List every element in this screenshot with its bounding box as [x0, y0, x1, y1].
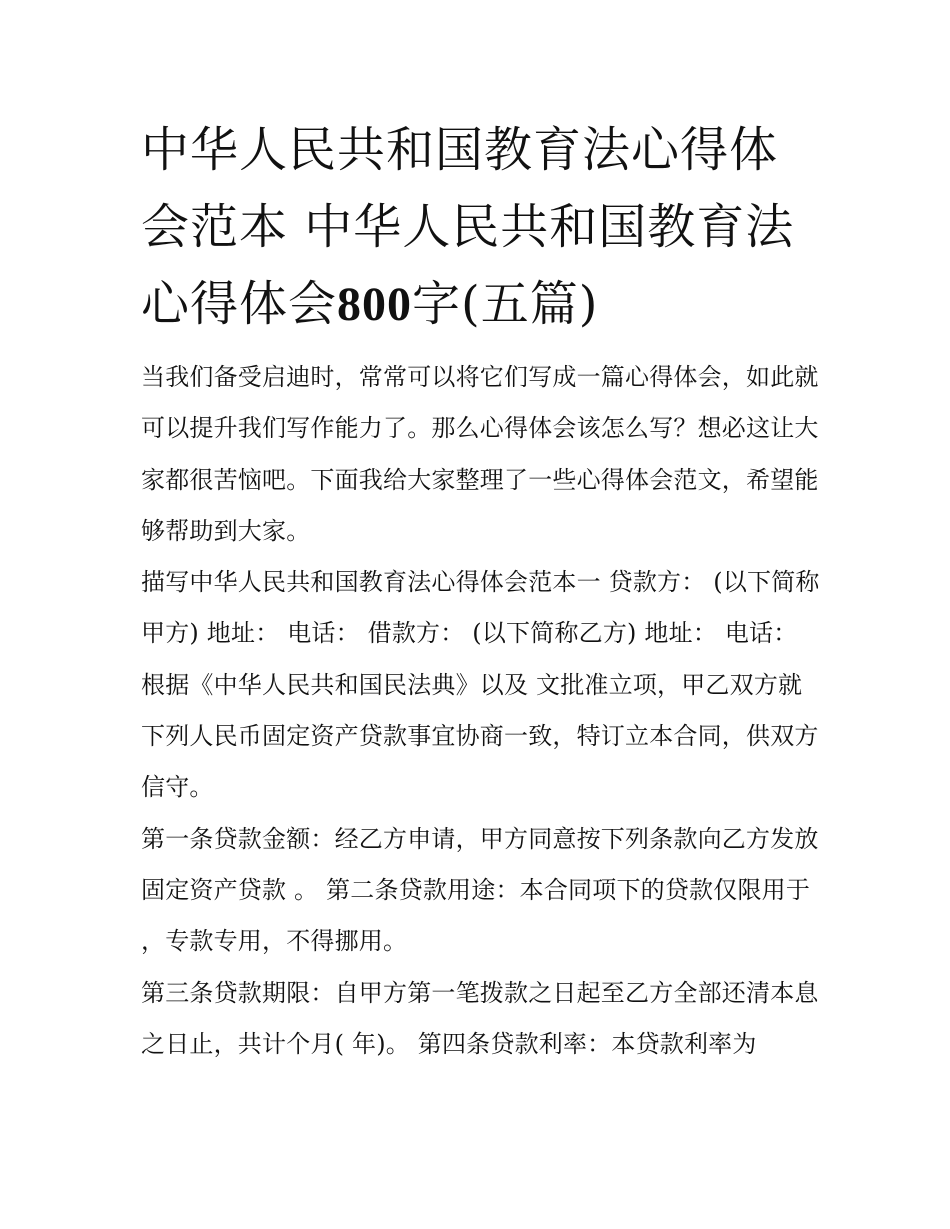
title-text: 中华人民共和国教育法心得体会范本 中华人民共和国教育法心得体会	[141, 122, 795, 332]
parties-paragraph: 描写中华人民共和国教育法心得体会范本一 贷款方： (以下简称甲方) 地址： 电话： 借款方： (以下简称乙方) 地址： 电话：	[141, 568, 820, 648]
document-body	[141, 352, 821, 1070]
article-3-4-paragraph: 第三条贷款期限：自甲方第一笔拨款之日起至乙方全部还清本息之日止，共计个月( 年)。 第四条贷款利率：本贷款利率为	[141, 978, 819, 1058]
title-number: 800	[337, 278, 413, 331]
article-1-2-paragraph: 第一条贷款金额：经乙方申请，甲方同意按下列条款向乙方发放固定资产贷款 。 第二条贷款用途：本合同项下的贷款仅限用于 ，专款专用，不得挪用。	[141, 824, 819, 956]
title-suffix: 字(五篇)	[412, 276, 599, 332]
document-title	[141, 112, 821, 343]
basis-paragraph: 根据《中华人民共和国民法典》以及 文批准立项，甲乙双方就下列人民币固定资产贷款事宜协商一致，特订立本合同，供双方信守。	[141, 670, 819, 802]
intro-paragraph: 当我们备受启迪时，常常可以将它们写成一篇心得体会，如此就可以提升我们写作能力了。那么心得体会该怎么写？想必这让大家都很苦恼吧。下面我给大家整理了一些心得体会范文，希望能够帮助到大家。	[141, 363, 819, 545]
